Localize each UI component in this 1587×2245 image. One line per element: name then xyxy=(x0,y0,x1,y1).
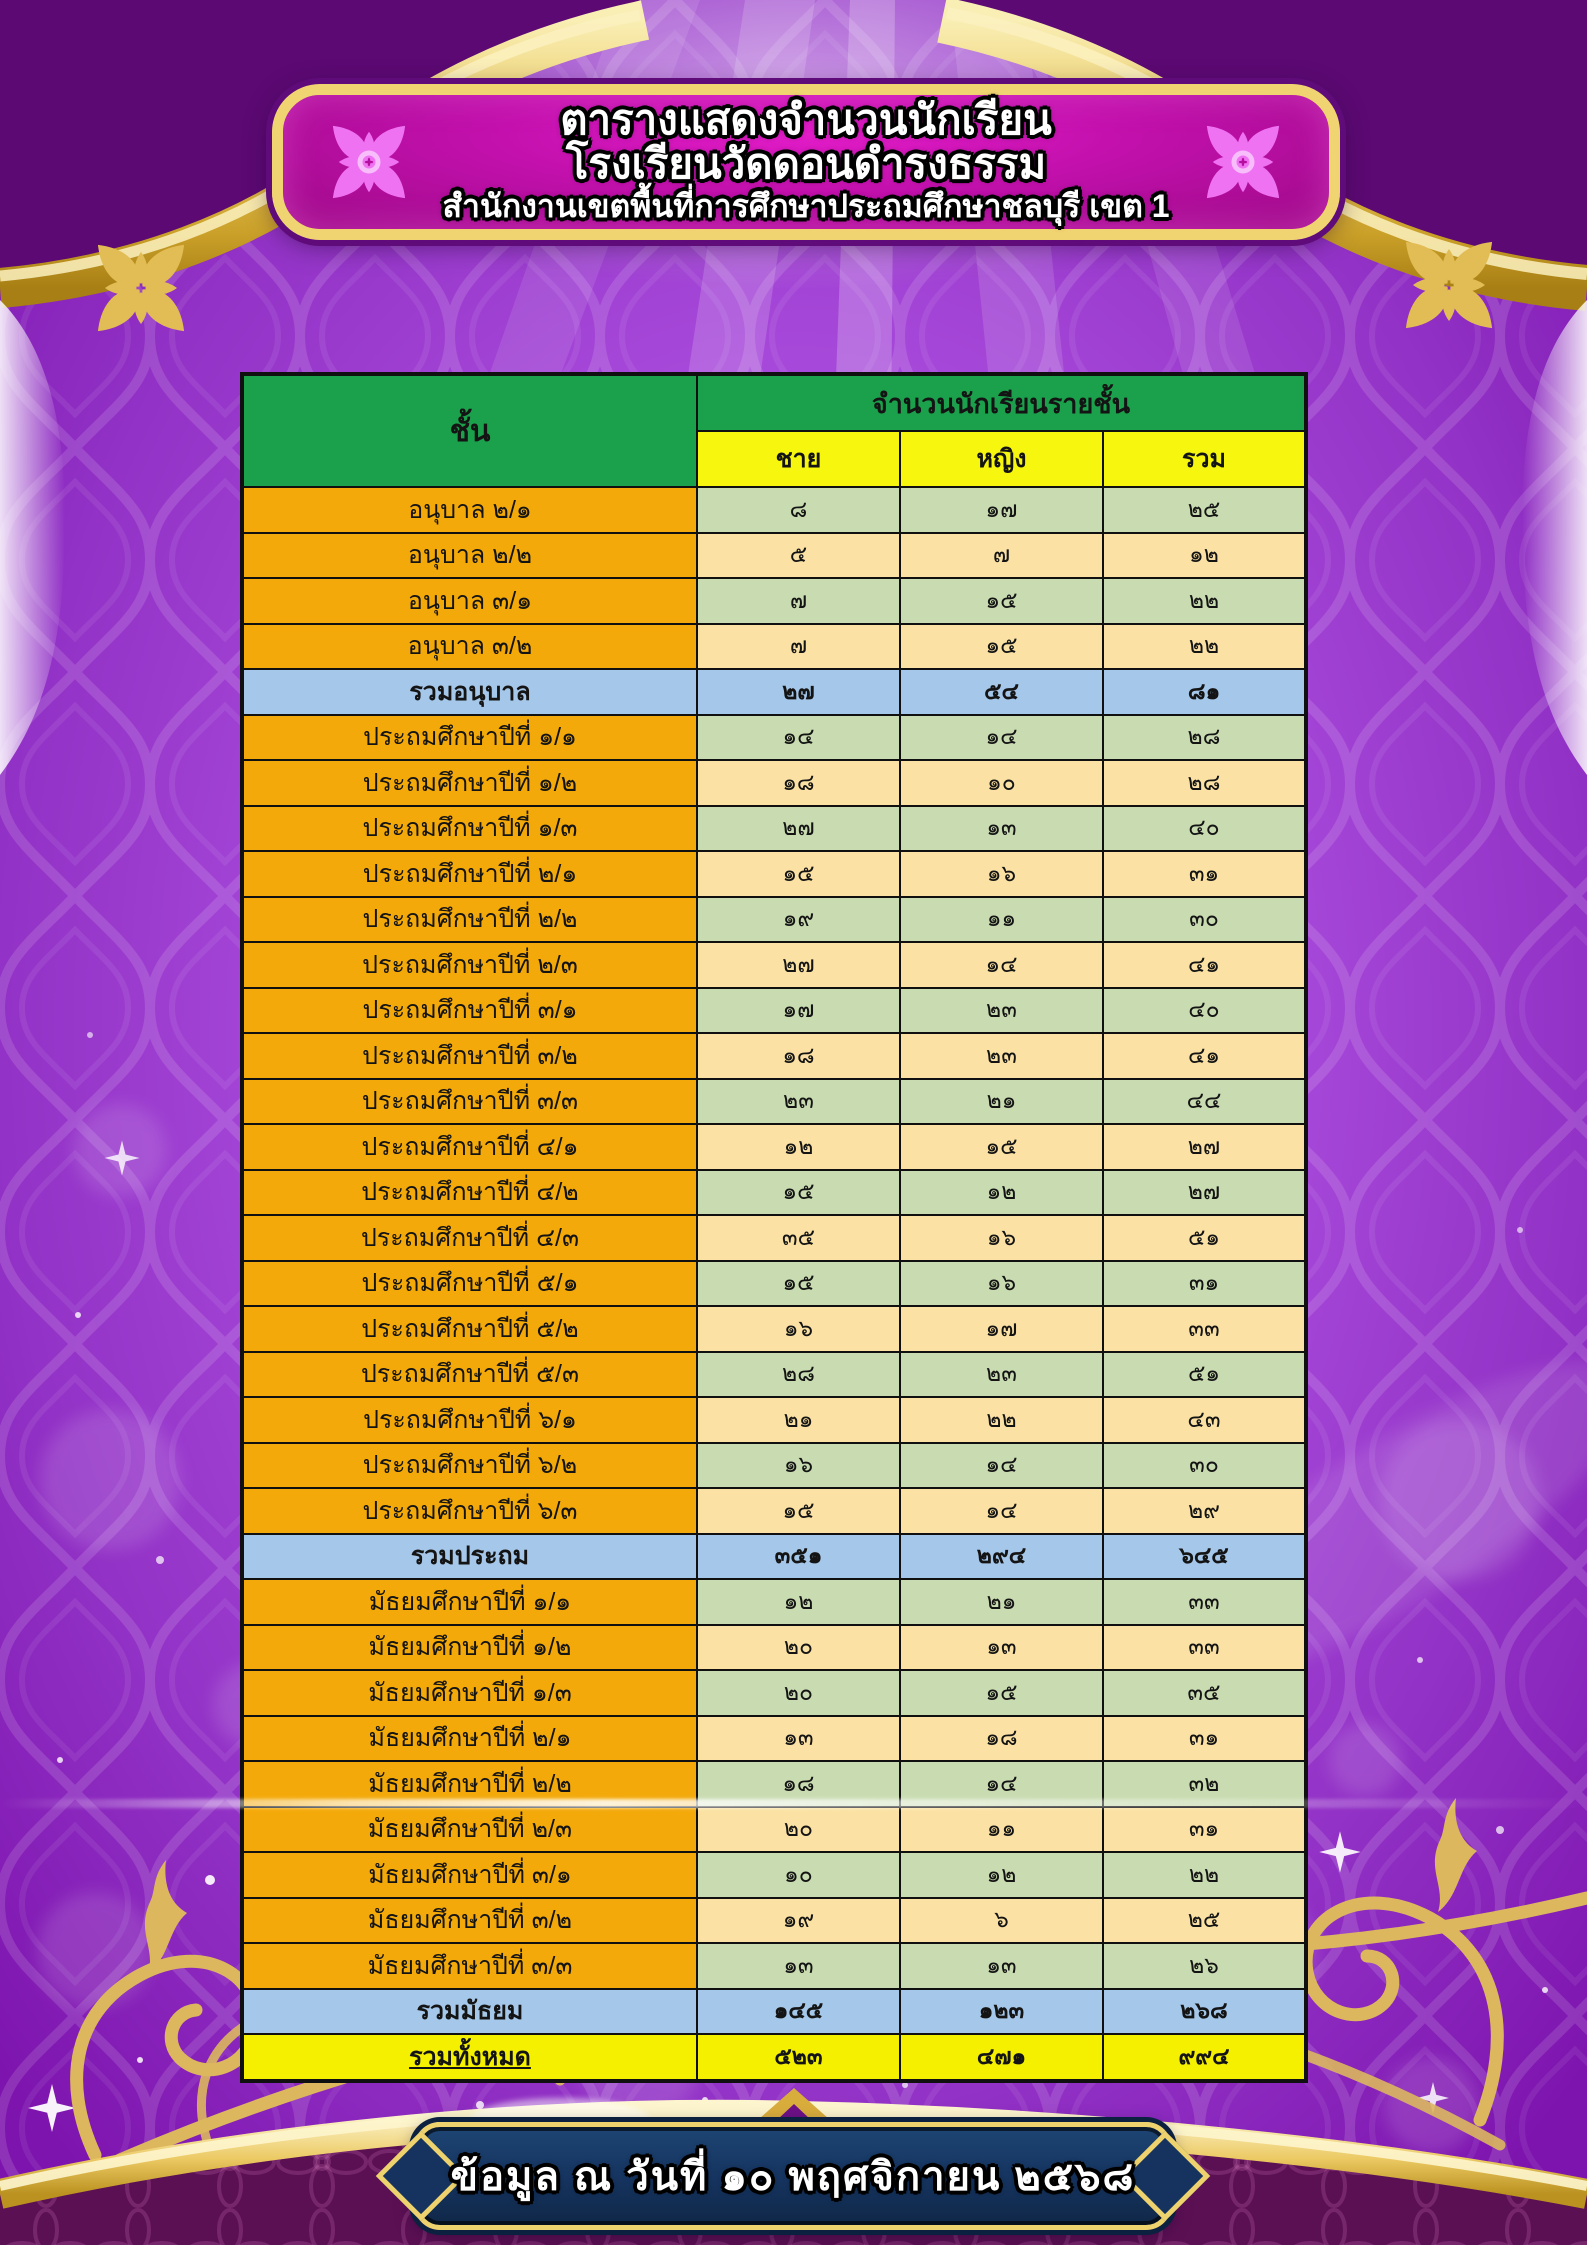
male-value-cell: ๒๗ xyxy=(697,942,900,988)
row-label-cell: มัธยมศึกษาปีที่ ๑/๑ xyxy=(243,1579,697,1625)
total-value-cell: ๘๑ xyxy=(1103,669,1305,715)
table-row xyxy=(243,1852,1305,1898)
female-value-cell: ๑๒ xyxy=(900,1852,1103,1898)
female-value-cell: ๑๓ xyxy=(900,1943,1103,1989)
row-label-cell: ประถมศึกษาปีที่ ๒/๒ xyxy=(243,897,697,943)
male-value-cell: ๑๗ xyxy=(697,988,900,1034)
male-value-cell: ๒๗ xyxy=(697,669,900,715)
table-row xyxy=(243,1534,1305,1580)
female-value-cell: ๑๖ xyxy=(900,1215,1103,1261)
table-row xyxy=(243,851,1305,897)
female-value-cell: ๑๕ xyxy=(900,578,1103,624)
female-value-cell: ๔๗๑ xyxy=(900,2034,1103,2080)
total-value-cell: ๖๔๕ xyxy=(1103,1534,1305,1580)
row-label-cell: ประถมศึกษาปีที่ ๔/๑ xyxy=(243,1124,697,1170)
male-value-cell: ๒๘ xyxy=(697,1352,900,1398)
row-label-cell: อนุบาล ๒/๑ xyxy=(243,487,697,533)
total-value-cell: ๓๑ xyxy=(1103,851,1305,897)
total-value-cell: ๒๒ xyxy=(1103,1852,1305,1898)
female-value-cell: ๑๒ xyxy=(900,1170,1103,1216)
table-row xyxy=(243,2034,1305,2080)
table-row xyxy=(243,806,1305,852)
female-value-cell: ๑๖ xyxy=(900,1261,1103,1307)
total-value-cell: ๓๐ xyxy=(1103,1443,1305,1489)
title-plate xyxy=(272,84,1340,240)
row-label-cell: ประถมศึกษาปีที่ ๖/๓ xyxy=(243,1488,697,1534)
total-value-cell: ๒๖ xyxy=(1103,1943,1305,1989)
column-header-male: ชาย xyxy=(697,431,900,487)
male-value-cell: ๗ xyxy=(697,624,900,670)
table-row xyxy=(243,1716,1305,1762)
table-row xyxy=(243,1579,1305,1625)
female-value-cell: ๑๖ xyxy=(900,851,1103,897)
male-value-cell: ๒๗ xyxy=(697,806,900,852)
total-value-cell: ๔๔ xyxy=(1103,1079,1305,1125)
male-value-cell: ๑๘ xyxy=(697,760,900,806)
male-value-cell: ๒๐ xyxy=(697,1807,900,1853)
female-value-cell: ๑๕ xyxy=(900,624,1103,670)
female-value-cell: ๑๓ xyxy=(900,1625,1103,1671)
male-value-cell: ๑๘ xyxy=(697,1033,900,1079)
total-value-cell: ๑๒ xyxy=(1103,533,1305,579)
female-value-cell: ๑๐ xyxy=(900,760,1103,806)
total-value-cell: ๓๐ xyxy=(1103,897,1305,943)
female-value-cell: ๒๓ xyxy=(900,1033,1103,1079)
row-label-cell: ประถมศึกษาปีที่ ๑/๓ xyxy=(243,806,697,852)
female-value-cell: ๒๑ xyxy=(900,1579,1103,1625)
total-value-cell: ๒๒ xyxy=(1103,624,1305,670)
total-value-cell: ๓๑ xyxy=(1103,1807,1305,1853)
male-value-cell: ๕๒๓ xyxy=(697,2034,900,2080)
total-value-cell: ๒๖๘ xyxy=(1103,1989,1305,2035)
row-label-cell: รวมประถม xyxy=(243,1534,697,1580)
total-value-cell: ๓๓ xyxy=(1103,1579,1305,1625)
male-value-cell: ๒๐ xyxy=(697,1625,900,1671)
female-value-cell: ๒๙๔ xyxy=(900,1534,1103,1580)
table-row xyxy=(243,1761,1305,1807)
female-value-cell: ๒๓ xyxy=(900,1352,1103,1398)
male-value-cell: ๑๙ xyxy=(697,897,900,943)
female-value-cell: ๕๔ xyxy=(900,669,1103,715)
row-label-cell: อนุบาล ๒/๒ xyxy=(243,533,697,579)
male-value-cell: ๑๔ xyxy=(697,715,900,761)
male-value-cell: ๕ xyxy=(697,533,900,579)
female-value-cell: ๒๒ xyxy=(900,1397,1103,1443)
table-row xyxy=(243,533,1305,579)
table-body xyxy=(243,487,1305,2080)
row-label-cell: มัธยมศึกษาปีที่ ๑/๓ xyxy=(243,1670,697,1716)
table-row xyxy=(243,715,1305,761)
row-label-cell: ประถมศึกษาปีที่ ๑/๒ xyxy=(243,760,697,806)
table-row xyxy=(243,760,1305,806)
footer-date-text: ข้อมูล ณ วันที่ ๑๐ พฤศจิกายน ๒๕๖๘ xyxy=(450,2155,1136,2199)
total-value-cell: ๒๗ xyxy=(1103,1170,1305,1216)
table-row xyxy=(243,1807,1305,1853)
total-value-cell: ๕๑ xyxy=(1103,1215,1305,1261)
total-value-cell: ๕๑ xyxy=(1103,1352,1305,1398)
female-value-cell: ๑๓ xyxy=(900,806,1103,852)
row-label-cell: ประถมศึกษาปีที่ ๕/๒ xyxy=(243,1306,697,1352)
male-value-cell: ๘ xyxy=(697,487,900,533)
female-value-cell: ๑๔ xyxy=(900,1488,1103,1534)
male-value-cell: ๑๐ xyxy=(697,1852,900,1898)
row-label-cell: อนุบาล ๓/๒ xyxy=(243,624,697,670)
total-value-cell: ๓๕ xyxy=(1103,1670,1305,1716)
female-value-cell: ๖ xyxy=(900,1898,1103,1944)
poster-title: ตารางแสดงจำนวนนักเรียน xyxy=(560,96,1052,143)
row-label-cell: มัธยมศึกษาปีที่ ๓/๒ xyxy=(243,1898,697,1944)
table-row xyxy=(243,1079,1305,1125)
table-row xyxy=(243,1306,1305,1352)
female-value-cell: ๑๗ xyxy=(900,1306,1103,1352)
male-value-cell: ๒๐ xyxy=(697,1670,900,1716)
pink-flower-ornament-left xyxy=(317,110,421,214)
male-value-cell: ๑๓ xyxy=(697,1943,900,1989)
row-label-cell: มัธยมศึกษาปีที่ ๓/๑ xyxy=(243,1852,697,1898)
male-value-cell: ๒๓ xyxy=(697,1079,900,1125)
male-value-cell: ๑๓ xyxy=(697,1716,900,1762)
column-header-total: รวม xyxy=(1103,431,1305,487)
table-row xyxy=(243,1033,1305,1079)
female-value-cell: ๑๑ xyxy=(900,1807,1103,1853)
row-label-cell: รวมอนุบาล xyxy=(243,669,697,715)
female-value-cell: ๗ xyxy=(900,533,1103,579)
female-value-cell: ๒๓ xyxy=(900,988,1103,1034)
row-label-cell: ประถมศึกษาปีที่ ๔/๒ xyxy=(243,1170,697,1216)
total-value-cell: ๔๑ xyxy=(1103,942,1305,988)
total-value-cell: ๒๕ xyxy=(1103,487,1305,533)
row-label-cell: ประถมศึกษาปีที่ ๕/๑ xyxy=(243,1261,697,1307)
row-label-cell: ประถมศึกษาปีที่ ๑/๑ xyxy=(243,715,697,761)
table-row xyxy=(243,624,1305,670)
table-row xyxy=(243,988,1305,1034)
male-value-cell: ๑๖ xyxy=(697,1443,900,1489)
total-value-cell: ๒๒ xyxy=(1103,578,1305,624)
total-value-cell: ๒๘ xyxy=(1103,715,1305,761)
table-row xyxy=(243,1670,1305,1716)
female-value-cell: ๑๑ xyxy=(900,897,1103,943)
table-row xyxy=(243,1898,1305,1944)
column-header-female: หญิง xyxy=(900,431,1103,487)
table-row xyxy=(243,1215,1305,1261)
total-value-cell: ๓๑ xyxy=(1103,1261,1305,1307)
row-label-cell: ประถมศึกษาปีที่ ๔/๓ xyxy=(243,1215,697,1261)
row-label-cell: มัธยมศึกษาปีที่ ๓/๓ xyxy=(243,1943,697,1989)
total-value-cell: ๓๓ xyxy=(1103,1306,1305,1352)
table-row xyxy=(243,1352,1305,1398)
row-label-cell: มัธยมศึกษาปีที่ ๒/๒ xyxy=(243,1761,697,1807)
male-value-cell: ๑๖ xyxy=(697,1306,900,1352)
row-label-cell: มัธยมศึกษาปีที่ ๑/๒ xyxy=(243,1625,697,1671)
total-value-cell: ๙๙๔ xyxy=(1103,2034,1305,2080)
female-value-cell: ๑๘ xyxy=(900,1716,1103,1762)
student-count-table xyxy=(240,372,1308,2083)
row-label-cell: ประถมศึกษาปีที่ ๖/๑ xyxy=(243,1397,697,1443)
row-label-cell: รวมมัธยม xyxy=(243,1989,697,2035)
total-value-cell: ๒๙ xyxy=(1103,1488,1305,1534)
male-value-cell: ๑๕ xyxy=(697,1261,900,1307)
district-name: สำนักงานเขตพื้นที่การศึกษาประถมศึกษาชลบุรี เขต 1 xyxy=(442,188,1170,224)
row-label-cell: รวมทั้งหมด xyxy=(243,2034,697,2080)
row-label-cell: ประถมศึกษาปีที่ ๒/๑ xyxy=(243,851,697,897)
pink-flower-ornament-right xyxy=(1191,110,1295,214)
female-value-cell: ๑๔ xyxy=(900,1443,1103,1489)
female-value-cell: ๑๕ xyxy=(900,1670,1103,1716)
total-value-cell: ๔๓ xyxy=(1103,1397,1305,1443)
female-value-cell: ๑๗ xyxy=(900,487,1103,533)
table-header xyxy=(243,375,1305,487)
male-value-cell: ๗ xyxy=(697,578,900,624)
male-value-cell: ๑๕ xyxy=(697,1488,900,1534)
male-value-cell: ๑๒ xyxy=(697,1579,900,1625)
row-label-cell: ประถมศึกษาปีที่ ๒/๓ xyxy=(243,942,697,988)
table-row xyxy=(243,1170,1305,1216)
table-row xyxy=(243,1261,1305,1307)
row-label-cell: อนุบาล ๓/๑ xyxy=(243,578,697,624)
male-value-cell: ๓๕ xyxy=(697,1215,900,1261)
column-header-group: จำนวนนักเรียนรายชั้น xyxy=(697,375,1305,431)
table-row xyxy=(243,897,1305,943)
total-value-cell: ๒๘ xyxy=(1103,760,1305,806)
total-value-cell: ๔๑ xyxy=(1103,1033,1305,1079)
male-value-cell: ๑๔๕ xyxy=(697,1989,900,2035)
male-value-cell: ๑๕ xyxy=(697,1170,900,1216)
row-label-cell: ประถมศึกษาปีที่ ๓/๑ xyxy=(243,988,697,1034)
female-value-cell: ๑๕ xyxy=(900,1124,1103,1170)
table-row xyxy=(243,669,1305,715)
total-value-cell: ๒๕ xyxy=(1103,1898,1305,1944)
table-row xyxy=(243,1943,1305,1989)
table-row xyxy=(243,1124,1305,1170)
male-value-cell: ๑๕ xyxy=(697,851,900,897)
total-value-cell: ๔๐ xyxy=(1103,988,1305,1034)
row-label-cell: ประถมศึกษาปีที่ ๖/๒ xyxy=(243,1443,697,1489)
total-value-cell: ๒๗ xyxy=(1103,1124,1305,1170)
total-value-cell: ๓๑ xyxy=(1103,1716,1305,1762)
table-row xyxy=(243,942,1305,988)
table-row xyxy=(243,578,1305,624)
row-label-cell: มัธยมศึกษาปีที่ ๒/๓ xyxy=(243,1807,697,1853)
table-row xyxy=(243,1989,1305,2035)
table-row xyxy=(243,1488,1305,1534)
table-row xyxy=(243,1443,1305,1489)
male-value-cell: ๑๒ xyxy=(697,1124,900,1170)
table-row xyxy=(243,1625,1305,1671)
male-value-cell: ๓๕๑ xyxy=(697,1534,900,1580)
female-value-cell: ๑๔ xyxy=(900,1761,1103,1807)
total-value-cell: ๓๓ xyxy=(1103,1625,1305,1671)
row-label-cell: ประถมศึกษาปีที่ ๓/๒ xyxy=(243,1033,697,1079)
school-name: โรงเรียนวัดดอนดำรงธรรม xyxy=(565,140,1047,187)
row-label-cell: มัธยมศึกษาปีที่ ๒/๑ xyxy=(243,1716,697,1762)
table-row xyxy=(243,487,1305,533)
female-value-cell: ๑๔ xyxy=(900,942,1103,988)
male-value-cell: ๑๙ xyxy=(697,1898,900,1944)
column-header-class: ชั้น xyxy=(243,375,697,487)
male-value-cell: ๑๘ xyxy=(697,1761,900,1807)
female-value-cell: ๒๑ xyxy=(900,1079,1103,1125)
row-label-cell: ประถมศึกษาปีที่ ๓/๓ xyxy=(243,1079,697,1125)
total-value-cell: ๓๒ xyxy=(1103,1761,1305,1807)
row-label-cell: ประถมศึกษาปีที่ ๕/๓ xyxy=(243,1352,697,1398)
male-value-cell: ๒๑ xyxy=(697,1397,900,1443)
table-row xyxy=(243,1397,1305,1443)
female-value-cell: ๑๒๓ xyxy=(900,1989,1103,2035)
total-value-cell: ๔๐ xyxy=(1103,806,1305,852)
footer-plate xyxy=(414,2122,1172,2230)
female-value-cell: ๑๔ xyxy=(900,715,1103,761)
